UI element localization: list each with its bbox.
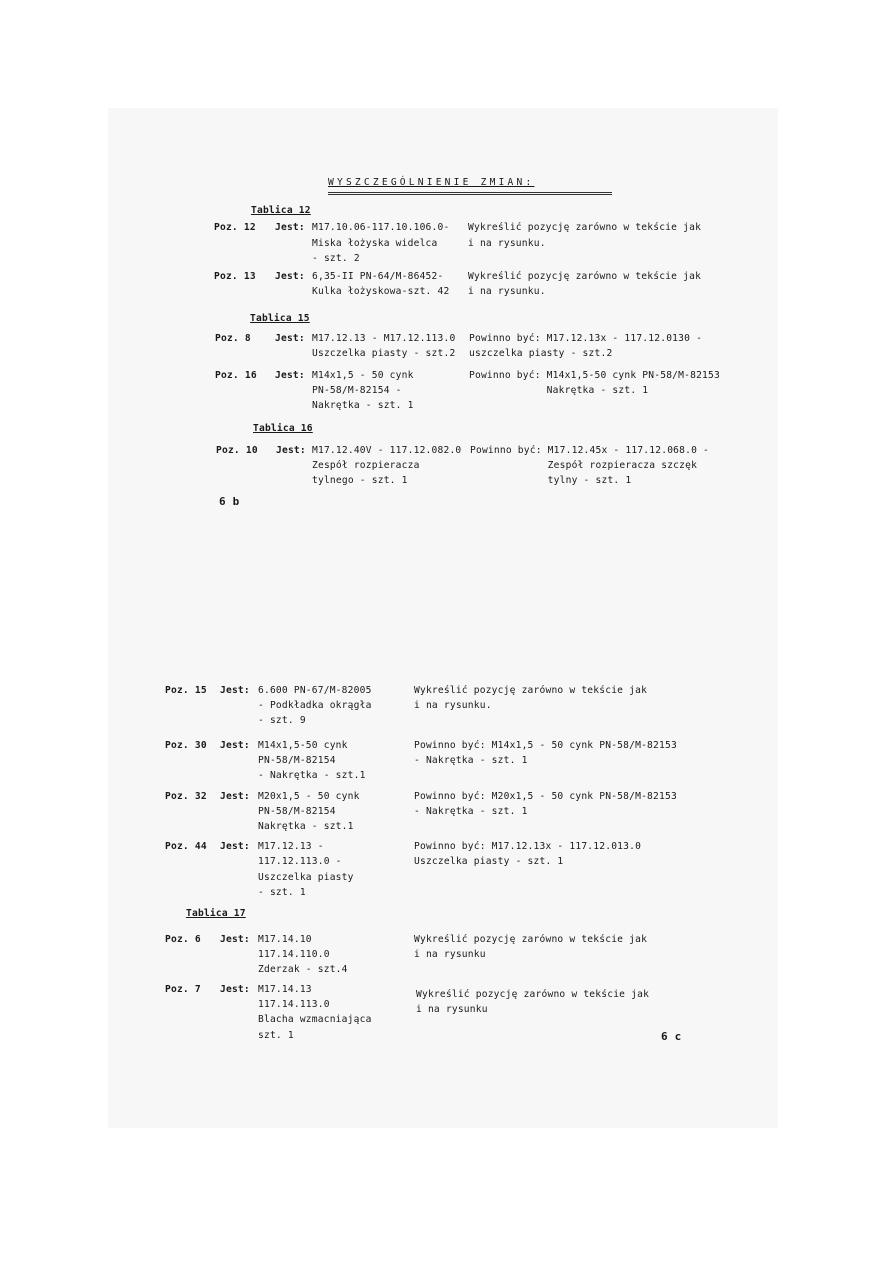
entry-line: M17.14.13 bbox=[258, 984, 312, 995]
entry-action: Wykreślić pozycję zarówno w tekście jak bbox=[468, 271, 702, 282]
entry-action: Powinno być: M20x1,5 - 50 cynk PN-58/M-82153 bbox=[414, 791, 677, 802]
entry-line: M17.10.06-117.10.106.0- bbox=[312, 222, 450, 233]
entry-line: Miska łożyska widelca bbox=[312, 238, 438, 249]
entry-action: Wykreślić pozycję zarówno w tekście jak bbox=[416, 989, 650, 1000]
entry-poz: Poz. 30 bbox=[165, 740, 207, 751]
entry-poz: Poz. 15 bbox=[165, 685, 207, 696]
entry-line: - Podkładka okrągła bbox=[258, 700, 372, 711]
table-title-17: Tablica 17 bbox=[186, 908, 246, 919]
entry-line: tylnego - szt. 1 bbox=[312, 475, 408, 486]
document-sheet bbox=[108, 108, 778, 1128]
entry-jest-label: Jest: bbox=[275, 370, 305, 381]
entry-poz: Poz. 16 bbox=[215, 370, 257, 381]
entry-action: - Nakrętka - szt. 1 bbox=[414, 806, 528, 817]
document-heading: WYSZCZEGÓLNIENIE ZMIAN: bbox=[328, 177, 535, 188]
entry-action: Powinno być: M14x1,5 - 50 cynk PN-58/M-82153 bbox=[414, 740, 677, 751]
table-title-16: Tablica 16 bbox=[253, 423, 313, 434]
entry-action: Wykreślić pozycję zarówno w tekście jak bbox=[414, 934, 648, 945]
entry-action: Uszczelka piasty - szt. 1 bbox=[414, 856, 564, 867]
entry-line: M17.12.13 - M17.12.113.0 bbox=[312, 333, 456, 344]
entry-poz: Poz. 13 bbox=[214, 271, 256, 282]
entry-line: Kulka łożyskowa-szt. 42 bbox=[312, 286, 450, 297]
entry-line: - szt. 1 bbox=[258, 887, 306, 898]
entry-jest-label: Jest: bbox=[220, 984, 250, 995]
table-title-15: Tablica 15 bbox=[250, 313, 310, 324]
entry-jest-label: Jest: bbox=[220, 841, 250, 852]
entry-line: PN-58/M-82154 - bbox=[312, 385, 402, 396]
entry-line: Blacha wzmacniająca bbox=[258, 1014, 372, 1025]
entry-poz: Poz. 7 bbox=[165, 984, 201, 995]
entry-jest-label: Jest: bbox=[220, 740, 250, 751]
entry-action: Wykreślić pozycję zarówno w tekście jak bbox=[468, 222, 702, 233]
entry-line: Uszczelka piasty - szt.2 bbox=[312, 348, 456, 359]
entry-action: Powinno być: M17.12.13x - 117.12.013.0 bbox=[414, 841, 642, 852]
entry-action: - Nakrętka - szt. 1 bbox=[414, 755, 528, 766]
entry-action: i na rysunku. bbox=[414, 700, 492, 711]
table-title-12: Tablica 12 bbox=[251, 205, 311, 216]
entry-line: M17.12.40V - 117.12.082.0 bbox=[312, 445, 462, 456]
entry-action: i na rysunku bbox=[414, 949, 486, 960]
entry-line: M20x1,5 - 50 cynk bbox=[258, 791, 360, 802]
entry-jest-label: Jest: bbox=[220, 685, 250, 696]
entry-line: 6,35-II PN-64/M-86452- bbox=[312, 271, 444, 282]
entry-jest-label: Jest: bbox=[220, 934, 250, 945]
entry-line: Nakrętka - szt. 1 bbox=[312, 400, 414, 411]
entry-action: uszczelka piasty - szt.2 bbox=[469, 348, 613, 359]
entry-jest-label: Jest: bbox=[220, 791, 250, 802]
entry-jest-label: Jest: bbox=[275, 333, 305, 344]
entry-action: Powinno być: M17.12.45x - 117.12.068.0 - bbox=[470, 445, 710, 456]
entry-line: 6.600 PN-67/M-82005 bbox=[258, 685, 372, 696]
entry-poz: Poz. 44 bbox=[165, 841, 207, 852]
page-number: 6 c bbox=[661, 1030, 682, 1043]
entry-line: - szt. 2 bbox=[312, 253, 360, 264]
entry-action: Zespół rozpieracza szczęk bbox=[470, 460, 698, 471]
entry-line: PN-58/M-82154 bbox=[258, 806, 336, 817]
entry-poz: Poz. 6 bbox=[165, 934, 201, 945]
entry-action: Powinno być: M17.12.13x - 117.12.0130 - bbox=[469, 333, 703, 344]
entry-poz: Poz. 10 bbox=[216, 445, 258, 456]
heading-double-rule bbox=[328, 192, 612, 195]
entry-jest-label: Jest: bbox=[276, 445, 306, 456]
entry-line: Zespół rozpieracza bbox=[312, 460, 420, 471]
entry-line: M17.14.10 bbox=[258, 934, 312, 945]
entry-poz: Poz. 32 bbox=[165, 791, 207, 802]
entry-action: Nakrętka - szt. 1 bbox=[469, 385, 649, 396]
entry-line: Uszczelka piasty bbox=[258, 872, 354, 883]
entry-jest-label: Jest: bbox=[275, 271, 305, 282]
entry-action: tylny - szt. 1 bbox=[470, 475, 632, 486]
entry-action: i na rysunku. bbox=[468, 238, 546, 249]
entry-line: - Nakrętka - szt.1 bbox=[258, 770, 366, 781]
entry-line: szt. 1 bbox=[258, 1030, 294, 1041]
entry-line: 117.14.110.0 bbox=[258, 949, 330, 960]
entry-line: 117.12.113.0 - bbox=[258, 856, 342, 867]
entry-action: i na rysunku bbox=[416, 1004, 488, 1015]
entry-line: Nakrętka - szt.1 bbox=[258, 821, 354, 832]
entry-line: - szt. 9 bbox=[258, 715, 306, 726]
entry-line: Zderzak - szt.4 bbox=[258, 964, 348, 975]
entry-poz: Poz. 8 bbox=[215, 333, 251, 344]
entry-action: i na rysunku. bbox=[468, 286, 546, 297]
page-number: 6 b bbox=[219, 495, 240, 508]
entry-line: M14x1,5 - 50 cynk bbox=[312, 370, 414, 381]
entry-action: Powinno być: M14x1,5-50 cynk PN-58/M-82153 bbox=[469, 370, 720, 381]
entry-line: M17.12.13 - bbox=[258, 841, 324, 852]
entry-line: PN-58/M-82154 bbox=[258, 755, 336, 766]
entry-line: 117.14.113.0 bbox=[258, 999, 330, 1010]
entry-jest-label: Jest: bbox=[275, 222, 305, 233]
entry-poz: Poz. 12 bbox=[214, 222, 256, 233]
entry-line: M14x1,5-50 cynk bbox=[258, 740, 348, 751]
entry-action: Wykreślić pozycję zarówno w tekście jak bbox=[414, 685, 648, 696]
